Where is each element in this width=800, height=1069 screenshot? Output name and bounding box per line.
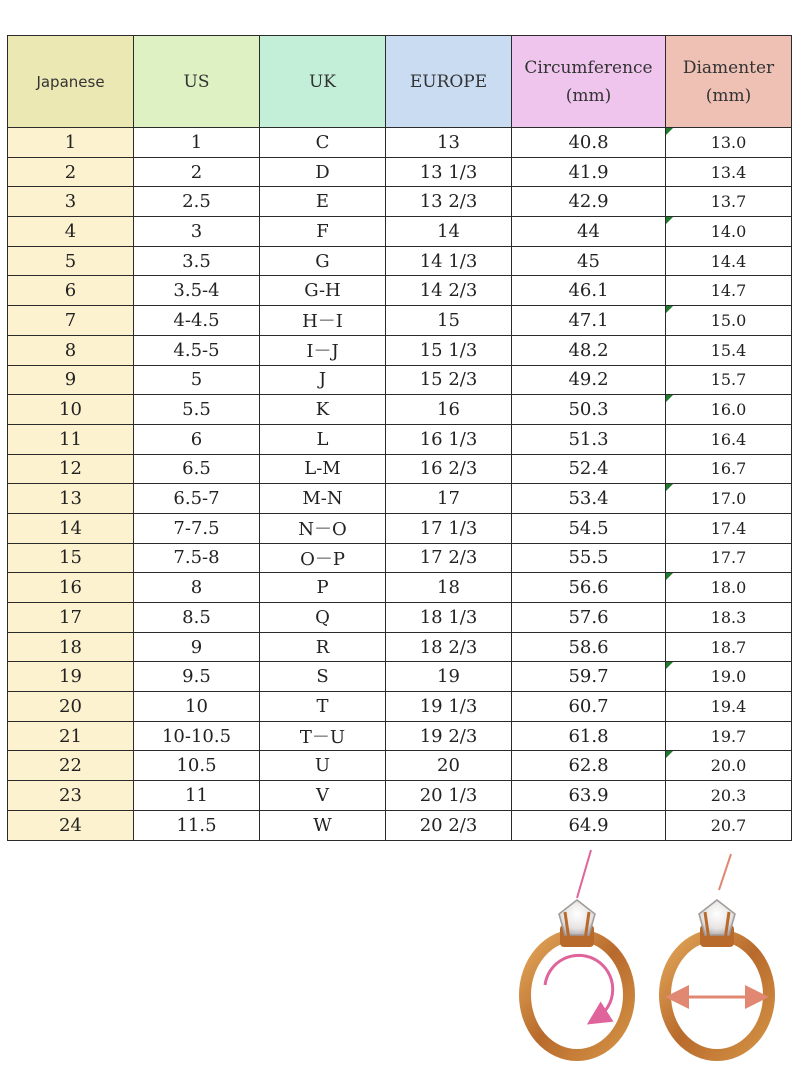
cell-uk: W: [260, 810, 386, 840]
header-us-label: US: [183, 71, 210, 92]
cell-japanese: 1: [8, 128, 134, 158]
cell-europe: 19: [386, 662, 512, 692]
circumference-indicator-line: [577, 850, 591, 898]
cell-europe: 14 1/3: [386, 246, 512, 276]
ring-diameter-icon: [665, 900, 769, 1055]
cell-circumference: 64.9: [512, 810, 666, 840]
cell-japanese: 16: [8, 573, 134, 603]
cell-us: 3.5: [134, 246, 260, 276]
cell-circumference: 48.2: [512, 335, 666, 365]
cell-europe: 15: [386, 306, 512, 336]
table-row: [8, 810, 792, 840]
cell-diameter: 17.7: [666, 543, 792, 573]
cell-us: 3.5-4: [134, 276, 260, 306]
table-row: [8, 662, 792, 692]
cell-uk: G: [260, 246, 386, 276]
corner-mark: [666, 751, 673, 758]
cell-japanese: 17: [8, 603, 134, 633]
cell-us: 10: [134, 692, 260, 722]
cell-uk: Q: [260, 603, 386, 633]
ring-illustrations: [505, 840, 795, 1065]
cell-uk: T: [260, 692, 386, 722]
cell-diameter: 13.4: [666, 157, 792, 187]
table-row: [8, 157, 792, 187]
header-europe-label: EUROPE: [409, 71, 488, 92]
cell-circumference: 52.4: [512, 454, 666, 484]
cell-us: 11.5: [134, 810, 260, 840]
corner-mark: [666, 662, 673, 669]
cell-japanese: 15: [8, 543, 134, 573]
cell-diameter: 16.7: [666, 454, 792, 484]
header-uk-label: UK: [308, 71, 337, 92]
header-japanese-label: Japanese: [36, 72, 105, 91]
table-row: [8, 751, 792, 781]
cell-diameter: 15.0: [666, 306, 792, 336]
cell-us: 11: [134, 781, 260, 811]
cell-diameter: 20.7: [666, 810, 792, 840]
cell-uk: F: [260, 217, 386, 247]
cell-diameter: 19.0: [666, 662, 792, 692]
table-row: [8, 513, 792, 543]
table-row: [8, 246, 792, 276]
cell-europe: 20: [386, 751, 512, 781]
cell-japanese: 19: [8, 662, 134, 692]
cell-uk: G-H: [260, 276, 386, 306]
cell-circumference: 55.5: [512, 543, 666, 573]
cell-us: 6.5-7: [134, 484, 260, 514]
cell-circumference: 62.8: [512, 751, 666, 781]
cell-circumference: 46.1: [512, 276, 666, 306]
cell-japanese: 20: [8, 692, 134, 722]
cell-uk: I－J: [260, 335, 386, 365]
cell-diameter: 19.4: [666, 692, 792, 722]
cell-europe: 18 2/3: [386, 632, 512, 662]
cell-circumference: 49.2: [512, 365, 666, 395]
cell-diameter: 16.0: [666, 395, 792, 425]
cell-us: 2.5: [134, 187, 260, 217]
ring-illustrations-svg: [505, 840, 795, 1065]
cell-diameter: 14.7: [666, 276, 792, 306]
cell-us: 8: [134, 573, 260, 603]
corner-mark: [666, 395, 673, 402]
cell-europe: 16 2/3: [386, 454, 512, 484]
cell-circumference: 63.9: [512, 781, 666, 811]
cell-circumference: 44: [512, 217, 666, 247]
cell-diameter: 17.4: [666, 513, 792, 543]
cell-europe: 20 2/3: [386, 810, 512, 840]
header-europe: [386, 36, 512, 128]
cell-japanese: 7: [8, 306, 134, 336]
table-row: [8, 128, 792, 158]
corner-mark: [666, 573, 673, 580]
cell-europe: 13 2/3: [386, 187, 512, 217]
cell-us: 7-7.5: [134, 513, 260, 543]
cell-uk: N－O: [260, 513, 386, 543]
cell-japanese: 14: [8, 513, 134, 543]
table-row: [8, 692, 792, 722]
header-japanese: [8, 36, 134, 128]
cell-japanese: 10: [8, 395, 134, 425]
cell-uk: U: [260, 751, 386, 781]
cell-us: 8.5: [134, 603, 260, 633]
cell-us: 6.5: [134, 454, 260, 484]
cell-japanese: 13: [8, 484, 134, 514]
header-us: [134, 36, 260, 128]
cell-uk: E: [260, 187, 386, 217]
cell-europe: 17 2/3: [386, 543, 512, 573]
cell-europe: 16: [386, 395, 512, 425]
corner-mark: [666, 484, 673, 491]
cell-us: 9: [134, 632, 260, 662]
cell-europe: 15 1/3: [386, 335, 512, 365]
cell-us: 10.5: [134, 751, 260, 781]
cell-circumference: 58.6: [512, 632, 666, 662]
table-row: [8, 335, 792, 365]
cell-europe: 20 1/3: [386, 781, 512, 811]
cell-circumference: 50.3: [512, 395, 666, 425]
table-row: [8, 454, 792, 484]
cell-europe: 13 1/3: [386, 157, 512, 187]
table-row: [8, 424, 792, 454]
table-row: [8, 543, 792, 573]
cell-japanese: 5: [8, 246, 134, 276]
cell-diameter: 15.4: [666, 335, 792, 365]
cell-japanese: 21: [8, 721, 134, 751]
cell-us: 6: [134, 424, 260, 454]
table-row: [8, 306, 792, 336]
cell-diameter: 13.7: [666, 187, 792, 217]
table-row: [8, 603, 792, 633]
cell-europe: 14: [386, 217, 512, 247]
header-diameter-label: Diamenter: [682, 57, 775, 78]
cell-circumference: 47.1: [512, 306, 666, 336]
header-circumference: [512, 36, 666, 128]
cell-europe: 19 1/3: [386, 692, 512, 722]
table-row: [8, 632, 792, 662]
table-body: [8, 128, 792, 841]
cell-japanese: 2: [8, 157, 134, 187]
cell-diameter: 20.3: [666, 781, 792, 811]
cell-uk: K: [260, 395, 386, 425]
cell-uk: T－U: [260, 721, 386, 751]
table-row: [8, 573, 792, 603]
cell-diameter: 18.3: [666, 603, 792, 633]
cell-japanese: 6: [8, 276, 134, 306]
header-row: [8, 36, 792, 128]
cell-circumference: 59.7: [512, 662, 666, 692]
header-circumference-unit: (mm): [565, 85, 612, 106]
cell-circumference: 41.9: [512, 157, 666, 187]
table-row: [8, 365, 792, 395]
cell-diameter: 16.4: [666, 424, 792, 454]
cell-japanese: 3: [8, 187, 134, 217]
ring-size-table: [7, 35, 792, 841]
corner-mark: [666, 306, 673, 313]
cell-diameter: 18.0: [666, 573, 792, 603]
cell-europe: 18: [386, 573, 512, 603]
cell-japanese: 11: [8, 424, 134, 454]
cell-diameter: 13.0: [666, 128, 792, 158]
cell-us: 5.5: [134, 395, 260, 425]
cell-uk: L: [260, 424, 386, 454]
cell-us: 2: [134, 157, 260, 187]
cell-diameter: 15.7: [666, 365, 792, 395]
corner-mark: [666, 128, 673, 135]
cell-europe: 14 2/3: [386, 276, 512, 306]
cell-japanese: 24: [8, 810, 134, 840]
cell-japanese: 12: [8, 454, 134, 484]
diameter-indicator-line: [719, 854, 731, 890]
corner-mark: [666, 217, 673, 224]
cell-europe: 17 1/3: [386, 513, 512, 543]
cell-circumference: 53.4: [512, 484, 666, 514]
cell-circumference: 45: [512, 246, 666, 276]
header-circumference-label: Circumference: [524, 57, 653, 78]
cell-circumference: 61.8: [512, 721, 666, 751]
header-diameter: [666, 36, 792, 128]
cell-diameter: 14.4: [666, 246, 792, 276]
cell-diameter: 17.0: [666, 484, 792, 514]
cell-uk: H－I: [260, 306, 386, 336]
cell-us: 7.5-8: [134, 543, 260, 573]
table-row: [8, 781, 792, 811]
cell-europe: 17: [386, 484, 512, 514]
cell-diameter: 19.7: [666, 721, 792, 751]
cell-uk: R: [260, 632, 386, 662]
cell-uk: D: [260, 157, 386, 187]
cell-diameter: 20.0: [666, 751, 792, 781]
table-row: [8, 721, 792, 751]
table-row: [8, 217, 792, 247]
cell-circumference: 60.7: [512, 692, 666, 722]
cell-japanese: 9: [8, 365, 134, 395]
cell-us: 3: [134, 217, 260, 247]
cell-us: 4-4.5: [134, 306, 260, 336]
cell-diameter: 18.7: [666, 632, 792, 662]
cell-circumference: 42.9: [512, 187, 666, 217]
cell-japanese: 22: [8, 751, 134, 781]
cell-us: 9.5: [134, 662, 260, 692]
cell-uk: C: [260, 128, 386, 158]
cell-uk: L-M: [260, 454, 386, 484]
cell-uk: O－P: [260, 543, 386, 573]
cell-us: 10-10.5: [134, 721, 260, 751]
cell-uk: M-N: [260, 484, 386, 514]
ring-circumference-icon: [525, 900, 629, 1055]
cell-circumference: 40.8: [512, 128, 666, 158]
cell-circumference: 54.5: [512, 513, 666, 543]
cell-diameter: 14.0: [666, 217, 792, 247]
header-uk: [260, 36, 386, 128]
cell-uk: P: [260, 573, 386, 603]
cell-uk: V: [260, 781, 386, 811]
cell-us: 4.5-5: [134, 335, 260, 365]
cell-japanese: 18: [8, 632, 134, 662]
cell-europe: 18 1/3: [386, 603, 512, 633]
cell-uk: S: [260, 662, 386, 692]
table-row: [8, 395, 792, 425]
cell-europe: 15 2/3: [386, 365, 512, 395]
cell-japanese: 8: [8, 335, 134, 365]
cell-europe: 19 2/3: [386, 721, 512, 751]
cell-circumference: 57.6: [512, 603, 666, 633]
table-row: [8, 276, 792, 306]
header-diameter-unit: (mm): [705, 85, 752, 106]
table-row: [8, 187, 792, 217]
cell-japanese: 4: [8, 217, 134, 247]
cell-us: 1: [134, 128, 260, 158]
cell-europe: 16 1/3: [386, 424, 512, 454]
cell-us: 5: [134, 365, 260, 395]
cell-circumference: 51.3: [512, 424, 666, 454]
cell-circumference: 56.6: [512, 573, 666, 603]
cell-uk: J: [260, 365, 386, 395]
cell-japanese: 23: [8, 781, 134, 811]
cell-europe: 13: [386, 128, 512, 158]
table-row: [8, 484, 792, 514]
